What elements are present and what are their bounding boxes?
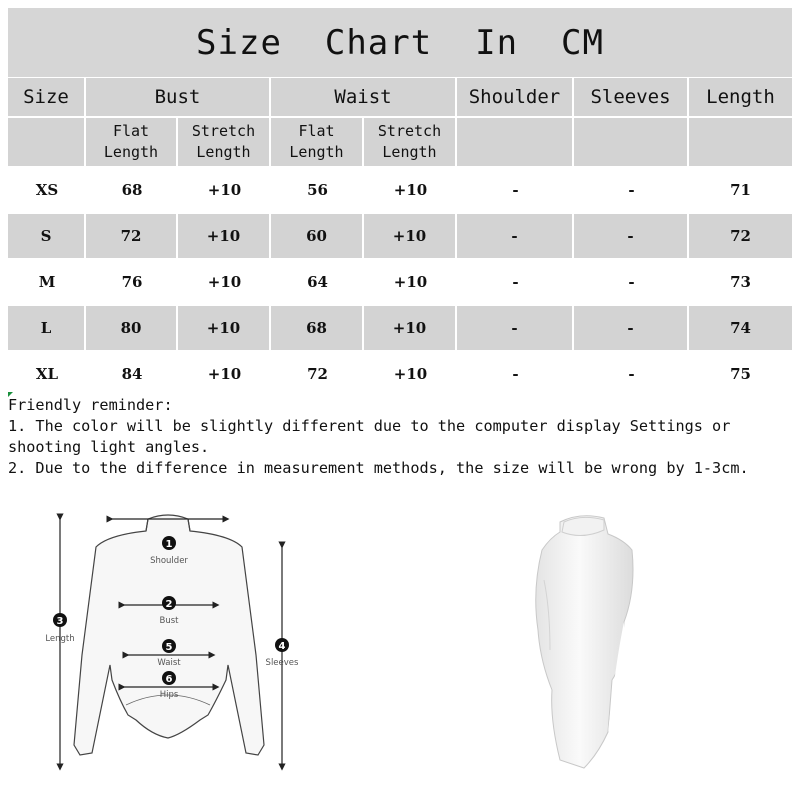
cell-length: 71 <box>730 181 751 199</box>
reminder-line: 1. The color will be slightly different due to the computer display Settings or <box>8 417 731 435</box>
cell-sleeves: - <box>574 306 689 350</box>
cell-size: S <box>8 214 86 258</box>
length-label: Length <box>45 634 75 644</box>
subheader-text: Stretch <box>377 122 442 140</box>
cell-shoulder: - <box>457 306 574 350</box>
friendly-reminder <box>8 395 792 479</box>
product-photo <box>520 510 640 780</box>
reminder-heading: Friendly reminder: <box>8 396 173 414</box>
header-length: Length <box>689 78 792 116</box>
cell-bust-flat: 76 <box>121 273 143 291</box>
cell-shoulder: - <box>512 365 519 383</box>
header-waist: Waist <box>271 78 457 116</box>
cell-size: XS <box>35 181 59 199</box>
cell-bust-stretch: +10 <box>207 273 242 291</box>
badge-number: 2 <box>165 599 173 610</box>
subheader-blank <box>574 118 689 166</box>
subheader-bust-flat <box>86 118 178 166</box>
bust-label: Bust <box>159 616 179 626</box>
cell-sleeves: - <box>574 214 689 258</box>
cell-length: 73 <box>730 273 751 291</box>
title-bar <box>8 8 792 77</box>
cell-size: L <box>8 306 86 350</box>
subheader-blank <box>8 118 86 166</box>
cell-waist-flat: 72 <box>307 365 328 383</box>
measurement-diagram <box>30 505 330 790</box>
table-row <box>8 352 792 396</box>
subheader-text: Length <box>103 143 159 161</box>
badge-number: 6 <box>165 674 173 685</box>
subheader-text: Flat <box>298 122 335 140</box>
cell-waist-stretch: +10 <box>393 365 428 383</box>
table-header-row <box>8 78 792 116</box>
subheader-text: Flat <box>112 122 150 140</box>
subheader-bust-stretch <box>178 118 271 166</box>
cell-sleeves: - <box>628 181 635 199</box>
table-row <box>8 260 792 304</box>
cell-shoulder: - <box>512 273 519 291</box>
cell-length: 74 <box>689 306 792 350</box>
header-sleeves: Sleeves <box>574 78 689 116</box>
header-shoulder: Shoulder <box>457 78 574 116</box>
cell-length: 72 <box>689 214 792 258</box>
cell-bust-flat: 72 <box>86 214 178 258</box>
cell-sleeves: - <box>628 273 635 291</box>
reminder-line: 2. Due to the difference in measurement methods, the size will be wrong by 1-3cm. <box>8 459 749 477</box>
shoulder-label: Shoulder <box>150 556 188 566</box>
subheader-text: Length <box>196 143 251 161</box>
cell-waist-flat: 56 <box>307 181 328 199</box>
cell-waist-stretch: +10 <box>364 306 457 350</box>
badge-number: 1 <box>165 539 173 550</box>
badge-number: 4 <box>278 641 286 652</box>
cell-waist-flat: 60 <box>271 214 364 258</box>
cell-size: M <box>38 273 56 291</box>
subheader-blank <box>689 118 792 166</box>
cell-shoulder: - <box>457 214 574 258</box>
cell-bust-stretch: +10 <box>178 306 271 350</box>
cell-waist-flat: 68 <box>271 306 364 350</box>
hips-label: Hips <box>159 690 179 700</box>
cell-sleeves: - <box>628 365 635 383</box>
table-row <box>8 214 792 258</box>
badge-number: 3 <box>56 616 64 627</box>
subheader-text: Length <box>382 143 437 161</box>
subheader-waist-flat <box>271 118 364 166</box>
waist-label: Waist <box>157 658 181 668</box>
badge-number: 5 <box>165 642 173 653</box>
cell-waist-stretch: +10 <box>393 181 428 199</box>
table-row <box>8 168 792 212</box>
table-row <box>8 306 792 350</box>
corner-marker <box>8 392 13 397</box>
subheader-text: Length <box>289 143 344 161</box>
cell-waist-stretch: +10 <box>364 214 457 258</box>
table-subheader-row <box>8 118 792 166</box>
cell-length: 75 <box>730 365 751 383</box>
header-bust: Bust <box>86 78 271 116</box>
subheader-waist-stretch <box>364 118 457 166</box>
cell-bust-flat: 84 <box>121 365 143 383</box>
sleeveless-bodysuit-image <box>520 510 640 780</box>
header-size: Size <box>8 78 86 116</box>
cell-bust-flat: 68 <box>121 181 143 199</box>
bodysuit-outline-illustration <box>30 505 330 790</box>
page-title: Size Chart In CM <box>196 22 604 63</box>
cell-waist-stretch: +10 <box>393 273 428 291</box>
subheader-text: Stretch <box>191 122 256 140</box>
reminder-line: shooting light angles. <box>8 438 210 456</box>
cell-bust-stretch: +10 <box>207 365 242 383</box>
cell-bust-flat: 80 <box>86 306 178 350</box>
sleeves-label: Sleeves <box>265 658 299 668</box>
cell-shoulder: - <box>512 181 519 199</box>
cell-bust-stretch: +10 <box>207 181 242 199</box>
cell-bust-stretch: +10 <box>178 214 271 258</box>
subheader-blank <box>457 118 574 166</box>
cell-size: XL <box>35 365 59 383</box>
cell-waist-flat: 64 <box>307 273 328 291</box>
